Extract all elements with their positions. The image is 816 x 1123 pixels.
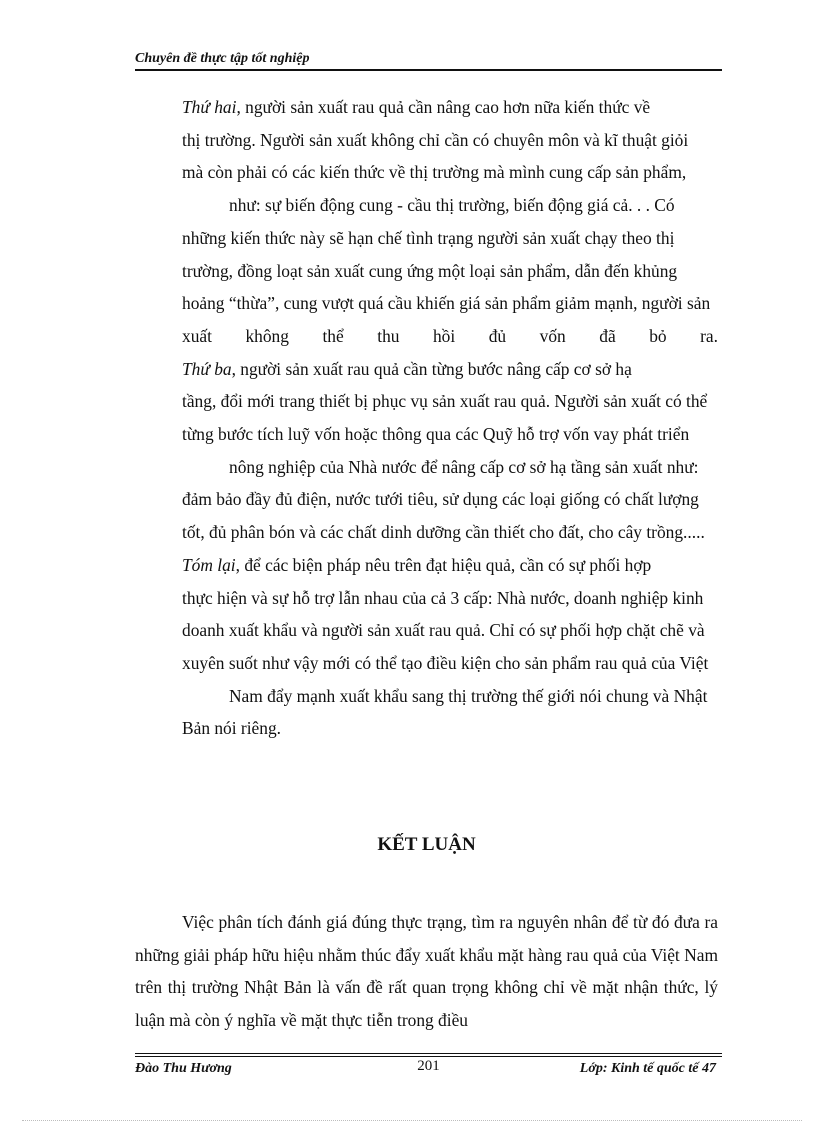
paragraph-thu-ba: [135, 353, 718, 549]
text-line: từng bước tích luỹ vốn hoặc thông qua các Quỹ hỗ trợ vốn vay phát triển: [182, 424, 690, 445]
page-number: 201: [417, 1058, 440, 1074]
paragraph-lead: Thứ ba: [182, 358, 232, 379]
text-line: những kiến thức này sẽ hạn chế tình trạng người sản xuất chạy theo thị: [182, 227, 675, 248]
text-line: mà còn phải có các kiến thức về thị trường mà mình cung cấp sản phẩm,: [182, 162, 687, 183]
paragraph-thu-hai: [135, 91, 718, 353]
text-line: tầng, đổi mới trang thiết bị phục vụ sản xuất rau quả. Người sản xuất có thể: [182, 391, 708, 412]
paragraph-tom-lai: [135, 549, 718, 745]
footer-author: Đào Thu Hương: [135, 1061, 232, 1076]
paragraph-lead: Tóm lại: [182, 554, 236, 575]
text-line: đảm bảo đầy đủ điện, nước tưới tiêu, sử dụng các loại giống có chất lượng: [182, 489, 699, 510]
text-line: nông nghiệp của Nhà nước để nâng cấp cơ sở hạ tầng sản xuất như:: [229, 456, 699, 477]
body-text: [135, 91, 718, 745]
footer-class: Lớp: Kinh tế quốc tế 47: [579, 1061, 716, 1076]
page-footer: [135, 1057, 722, 1079]
paragraph-lead: Thứ hai: [182, 97, 237, 117]
text-line: , người sản xuất rau quả cần nâng cao hơn nữa kiến thức về: [236, 97, 651, 117]
header-rule: [135, 69, 722, 71]
page-boundary-dotted-line: [22, 1120, 802, 1121]
conclusion-paragraph: Việc phân tích đánh giá đúng thực trạng, tìm ra nguyên nhân để từ đó đưa ra những giải pháp hữu hiệu nhằm thúc đẩy xuất khẩu mặt hàng rau quả của Việt Nam trên thị trường Nhật Bản là vấn đề rất quan trọng không chỉ về mặt nhận thức, lý luận mà còn ý nghĩa về mặt thực tiễn trong điều: [135, 912, 718, 1030]
text-line: Nam đẩy mạnh xuất khẩu sang thị trường thế giới nói chung và Nhật: [229, 685, 708, 706]
text-line: Bản nói riêng.: [182, 718, 282, 739]
text-line: xuất không thể thu hồi đủ vốn đã bỏ ra.: [182, 325, 718, 346]
text-line: thực hiện và sự hỗ trợ lẫn nhau của cả 3 cấp: Nhà nước, doanh nghiệp kinh: [182, 587, 704, 608]
text-line: xuyên suốt như vậy mới có thể tạo điều kiện cho sản phẩm rau quả của Việt: [182, 652, 709, 673]
text-line: , người sản xuất rau quả cần từng bước nâng cấp cơ sở hạ: [231, 358, 632, 379]
conclusion-heading: KẾT LUẬN: [377, 834, 476, 855]
text-line: thị trường. Người sản xuất không chỉ cần có chuyên môn và kĩ thuật giỏi: [182, 129, 689, 150]
page-header: [135, 49, 722, 69]
text-line: tốt, đủ phân bón và các chất dinh dưỡng cần thiết cho đất, cho cây trồng.....: [182, 522, 705, 543]
text-line: trường, đồng loạt sản xuất cung ứng một loại sản phẩm, dẫn đến khủng: [182, 260, 678, 281]
text-line: hoảng “thừa”, cung vượt quá cầu khiến giá sản phẩm giảm mạnh, người sản: [182, 293, 711, 314]
text-line: doanh xuất khẩu và người sản xuất rau quả. Chỉ có sự phối hợp chặt chẽ và: [182, 620, 705, 641]
text-line: , để các biện pháp nêu trên đạt hiệu quả, cần có sự phối hợp: [235, 554, 652, 575]
footer-rule: [135, 1053, 722, 1054]
header-title: Chuyên đề thực tập tốt nghiệp: [135, 51, 310, 66]
text-line: như: sự biến động cung - cầu thị trường, biến động giá cả. . . Có: [229, 195, 675, 216]
